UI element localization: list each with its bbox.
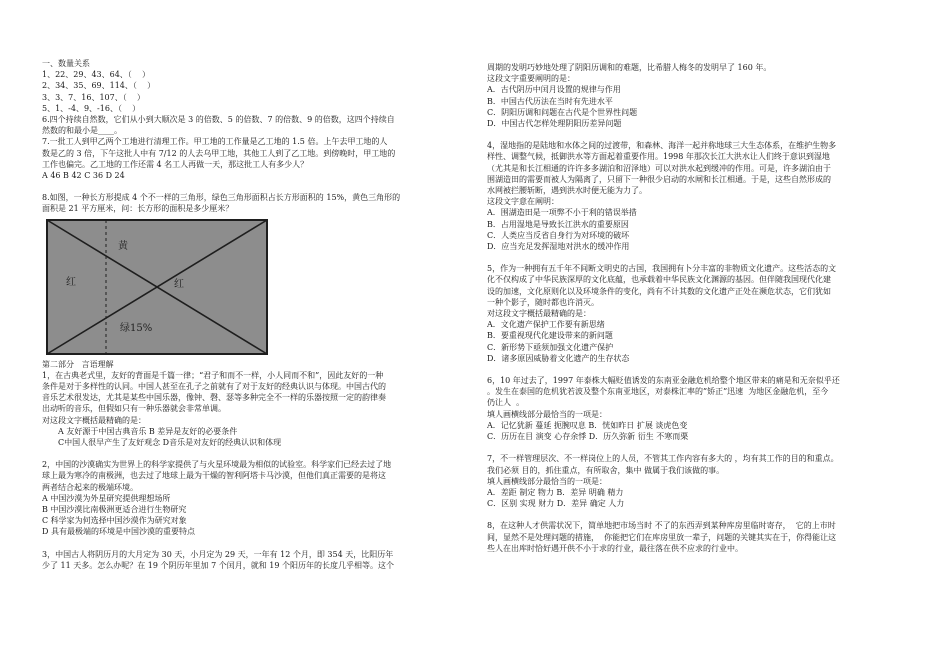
- verbal-1-options: C中国人很早产生了友好观念 D音乐是对友好的经典认识和体现: [58, 438, 282, 448]
- figure-drawing: [46, 219, 268, 355]
- verbal-5-option: D．诸多原因威胁着文化遗产的生存状态: [487, 353, 630, 363]
- verbal-6-line: 仍让人 。: [487, 398, 525, 408]
- verbal-6-options: A．记忆犹新 蔓延 扼腕叹息 B．恍如昨日 扩展 谈虎色变: [487, 420, 688, 430]
- figure-label-green: 绿15%: [120, 322, 153, 334]
- section-title: 第二部分 言语理解: [42, 359, 114, 369]
- verbal-2-option: A 中国沙漠为外星研究提供理想场所: [42, 493, 171, 503]
- verbal-5-line: 化不仅构成了中华民族深厚的文化底蕴，也承载着中华民族文化渊源的基因。但伴随我国现代化建: [487, 275, 831, 285]
- question-7-line: 数是乙的 3 倍，下午这批人中有 7/12 的人去乌甲工地，其他工人到了乙工地。到傍晚时，甲工地的: [42, 148, 396, 158]
- question-3: 3、3、7、16、107、（ ）: [42, 92, 145, 102]
- verbal-4-line: 围湖造田的需要而被人为隔离了，只留下一种很少启动的水闸和长江相通。于是，这些自然形成的: [487, 174, 831, 184]
- verbal-8-line: 些人在出库时恰好遇开供不小于求的行业，最往落在供不应求的行业中。: [487, 543, 743, 553]
- verbal-4-option: D．应当充足发挥湿地对洪水的缓冲作用: [487, 242, 630, 252]
- verbal-4-line: 样性、调整气候，抵御洪水等方面起着重要作用。1998 年那次长江大洪水让人们终于意识到湿地: [487, 152, 830, 162]
- verbal-6-line: 。发生在泰国的危机犹若波及整个东南亚地区，对泰株汇率的”矫正”迅速 为地区金融危机，至今: [487, 387, 829, 397]
- figure-label-red-left: 红: [66, 276, 76, 288]
- verbal-2-option: C 科学家为何选择中国沙漠作为研究对象: [42, 516, 187, 526]
- verbal-3-line: 3，中国古人将阴历月的大月定为 30 天，小月定为 29 天，一年有 12 个月，即 354 天，比阳历年: [42, 549, 394, 559]
- verbal-4-option: A．围湖造田是一项弊不小于利的错误举措: [487, 208, 637, 218]
- verbal-5-line: 设的加速，文化原则化以及环境条件的变化，尚有不计其数的文化遗产正处在濒危状态，它们犹如: [487, 286, 831, 296]
- verbal-5-option: C．新形势下亟须加强文化遗产保护: [487, 342, 614, 352]
- verbal-3-line: 周期的发明巧妙地处理了阴阳历调和的难题，比希腊人梅冬的发明早了 160 年。: [487, 63, 772, 72]
- verbal-5-line: 5，作为一种拥有五千年不间断文明史的古国，我国拥有卜分丰富的非物质文化遗产。这些活态的文: [487, 264, 837, 274]
- question-8-line: 面积是 21 平方厘米，问：长方形的面积是多少厘米？: [42, 204, 234, 214]
- verbal-7-options: A．差距 制定 物力 B．差异 明确 精力: [487, 487, 624, 497]
- verbal-4-line: 水网被拦腰斩断，遇到洪水时便无能为力了。: [487, 186, 647, 196]
- verbal-4-option: C．人类应当反省自身行为对环境的破坏: [487, 230, 630, 240]
- verbal-4-option: B．占用湿地是导致长江洪水的重要原因: [487, 219, 629, 229]
- question-8-line: 8.如图，一种长方形提成 4 个不一样的三角形，绿色三角形面积占长方形面积的 15%，黄色三角形的: [42, 193, 401, 203]
- verbal-8-line: 8，在这种人才供需状况下，简单地把市场当时 不了的东西弄到某种库房里临时寄存， 它的上市时: [487, 521, 836, 531]
- verbal-6-line: 6，10 年过去了，1997 年泰株大幅贬值诱发的东南亚金融危机给整个地区带来的痛是和无奈似乎还: [487, 376, 840, 386]
- verbal-2-option: D 具有最极端的环境是中国沙漠的重要特点: [42, 527, 195, 537]
- verbal-5-option: A．文化遗产保护工作要有新思绪: [487, 320, 605, 330]
- verbal-2-line: 球上最为寒冷的南极洲，也去过了地球上最为干燥的智利阿塔卡马沙漠，但他们真正需要的是将这: [42, 471, 386, 481]
- verbal-7-options: C．区别 实现 财力 D．差异 确定 人力: [487, 499, 625, 509]
- verbal-4-line: 4，湿地指的是陆地和水体之间的过渡带，和森林、海洋一起并称地球三大生态体系，在维护生物多: [487, 141, 837, 151]
- right-column: [487, 62, 911, 554]
- question-6-line: 然数的和最小是____。: [42, 126, 122, 136]
- left-column: [42, 58, 470, 571]
- question-7-options: A 46 B 42 C 36 D 24: [42, 171, 125, 181]
- question-2: 2、34、35、69、114、（ ）: [42, 81, 156, 91]
- verbal-1-line: 1，在古典老式里，友好的背面是千篇一律；“君子和而不一样，小人同而不和”，因此友好的一种: [42, 370, 384, 380]
- verbal-1-question: 对这段文字概括最精确的是：: [42, 415, 146, 425]
- verbal-7-question: 填人画横线部分最恰当的一项是：: [487, 476, 607, 486]
- verbal-3-option: D．中国古代怎样处理阴阳历差异问题: [487, 119, 622, 129]
- verbal-3-option: B．中国古代历法在当时有先进水平: [487, 96, 613, 106]
- rectangle-triangles-figure: [46, 219, 268, 355]
- verbal-5-line: 一种个影子，随时都也许消灭。: [487, 297, 599, 307]
- question-6-line: 6.四个持续自然数，它们从小到大顺次是 3 的倍数、5 的倍数、7 的倍数、9 的倍数，这四个持续自: [42, 115, 395, 125]
- verbal-3-line: 少了 11 天多。怎么办呢？在 19 个阴历年里加 7 个闰月，就和 19 个阳历年的长度几乎相等。这个: [42, 560, 394, 570]
- verbal-1-options: A 友好源于中国古典音乐 B 差异是友好的必要条件: [58, 426, 238, 436]
- verbal-3-option: A．古代阴历中闰月设置的规律与作用: [487, 85, 621, 95]
- verbal-6-question: 填人画横线部分最恰当的一项是：: [487, 409, 607, 419]
- verbal-2-line: 2，中国的沙漠确实为世界上的科学家提供了与火星环境最为相似的试验室。科学家们已经去过了地: [42, 460, 392, 470]
- figure-label-red-right: 红: [174, 278, 184, 290]
- verbal-7-line: 7，不一样管理层次、不一样岗位上的人员，不管其工作内容有多大的 ，均有其工作的目的和重点。: [487, 454, 839, 464]
- verbal-2-option: B 中国沙漠比南极洲更适合进行生物研究: [42, 505, 187, 515]
- verbal-4-question: 这段文字意在阐明：: [487, 197, 559, 207]
- question-5: 5、1、-4、9、-16、（ ）: [42, 103, 141, 113]
- verbal-5-option: B．要重视现代化建设带来的新问题: [487, 331, 613, 341]
- verbal-4-line: （尤其是和长江相通的许许多多湖泊和沼泽地）可以对洪水起到缓冲的作用。可是，许多湖泊由于: [487, 163, 831, 173]
- question-7-line: 7.一批工人到甲乙两个工地进行清理工作。甲工地的工作量是乙工地的 1.5 倍。上午去甲工地的人: [42, 137, 388, 147]
- figure-label-yellow: 黄: [118, 240, 128, 252]
- verbal-5-question: 对这段文字概括最精确的是：: [487, 309, 591, 319]
- verbal-3-option: C．阴阳历调和问题在古代是个世界性问题: [487, 107, 638, 117]
- verbal-2-line: 两者结合起来的极端环境。: [42, 482, 138, 492]
- question-1: 1、22、29、43、64、（ ）: [42, 70, 150, 80]
- verbal-3-question: 这段文字重要阐明的是：: [487, 74, 575, 84]
- verbal-1-line: 条件是对于多样性的认同。中国人甚至在孔子之前就有了对于友好的经典认识与体现。中国古代的: [42, 382, 386, 392]
- section-title: 一、数量关系: [42, 59, 90, 68]
- verbal-1-line: 出动听的音乐，但假如只有一种乐器就会非常单调。: [42, 404, 226, 414]
- verbal-1-line: 音乐艺术很发达，尤其是某些中国乐器，像钟、磬、瑟等多种完全不一样的乐器按照一定的韵律奏: [42, 393, 386, 403]
- verbal-7-line: 我们必须 目的，抓住重点，有所取舍，集中 做属于我们该做的事。: [487, 465, 725, 475]
- verbal-8-line: 间，显然不是处理问题的措施， 你能把它们在库房里放一辈子，问题的关键其实在于，你得能让这: [487, 532, 837, 542]
- question-7-line: 工作也偏完。乙工地的工作还需 4 名工人再做一天，那这批工人有多少人？: [42, 159, 309, 169]
- verbal-6-options: C．历历在目 演变 心存余悸 D．历久弥新 衍生 不寒而栗: [487, 432, 689, 442]
